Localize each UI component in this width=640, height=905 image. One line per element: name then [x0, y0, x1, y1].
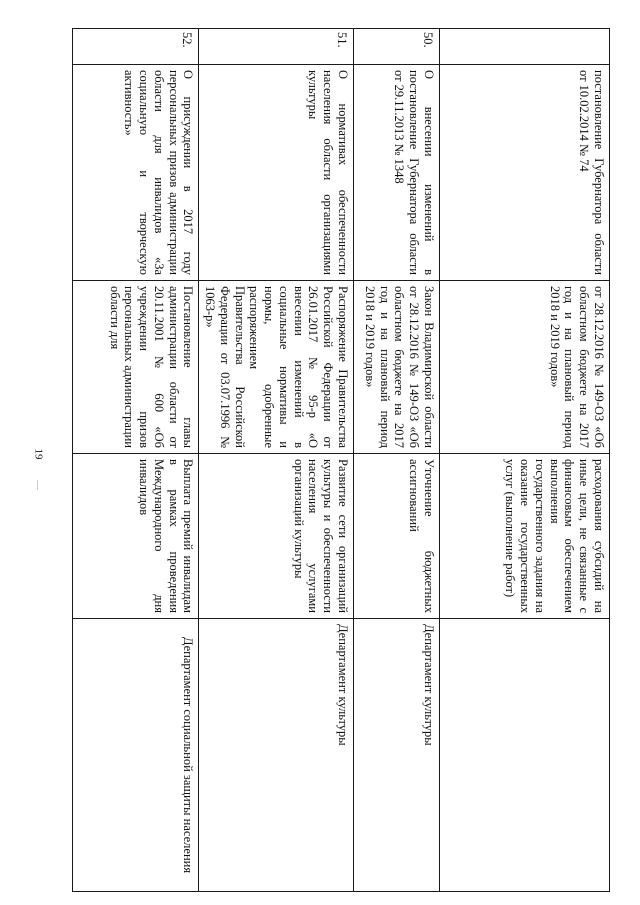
responsible-department — [440, 619, 610, 892]
act-title: О присуждении в 2017 году персональных призов администрации области для инвалидов «За социальную и творческую активность» — [73, 65, 199, 281]
responsible-department: Департамент культуры — [354, 619, 440, 892]
document-table — [73, 28, 611, 892]
table-row — [73, 29, 199, 892]
responsible-department: Департамент культуры — [199, 619, 354, 892]
row-number — [440, 29, 610, 65]
row-number: 50. — [354, 29, 440, 65]
act-title: О нормативах обеспеченности населения области организациями культуры — [199, 65, 354, 281]
act-title: О внесении изменений в постановление Губернатора области от 29.11.2013 № 1348 — [354, 65, 440, 281]
table-row — [440, 29, 610, 892]
purpose: Уточнение бюджетных ассигнований — [354, 454, 440, 619]
purpose: Выплата премий инвалидам в рамках проведения Международного дня инвалидов — [73, 454, 199, 619]
legal-basis: Распоряжение Правительства Российской Федерации от 26.01.2017 № 95-р «О внесении изменений в социальные нормативы и нормы, одобренные распоряжением Правительства Российской Федерации от 03.07.1996 № 1063-р» — [199, 281, 354, 454]
margin-mark — [37, 480, 38, 490]
purpose: расходования субсидий на иные цели, не связанные с финансовым обеспечением выполнения государственного задания на оказание государственных услуг (выполнение работ) — [440, 454, 610, 619]
legal-basis: Постановление главы администрации области от 20.11.2001 № 600 «Об учреждении призов персональных администрации области для — [73, 281, 199, 454]
act-title: постановление Губернатора области от 10.02.2014 № 74 — [440, 65, 610, 281]
legal-basis: Закон Владимирской области от 28.12.2016 № 149-ОЗ «Об областном бюджете на 2017 год и на плановый период 2018 и 2019 годов» — [354, 281, 440, 454]
table-row — [354, 29, 440, 892]
row-number: 51. — [199, 29, 354, 65]
row-number: 52. — [73, 29, 199, 65]
document-sheet — [80, 28, 610, 891]
page-number: 19 — [32, 448, 45, 460]
table-row — [199, 29, 354, 892]
responsible-department: Департамент социальной защиты населения — [73, 619, 199, 892]
legal-basis: от 28.12.2016 № 149-ОЗ «Об областном бюджете на 2017 год и на плановый период 2018 и 2019 годов» — [440, 281, 610, 454]
purpose: Развитие сети организаций культуры и обеспеченности населения услугами организаций культуры — [199, 454, 354, 619]
